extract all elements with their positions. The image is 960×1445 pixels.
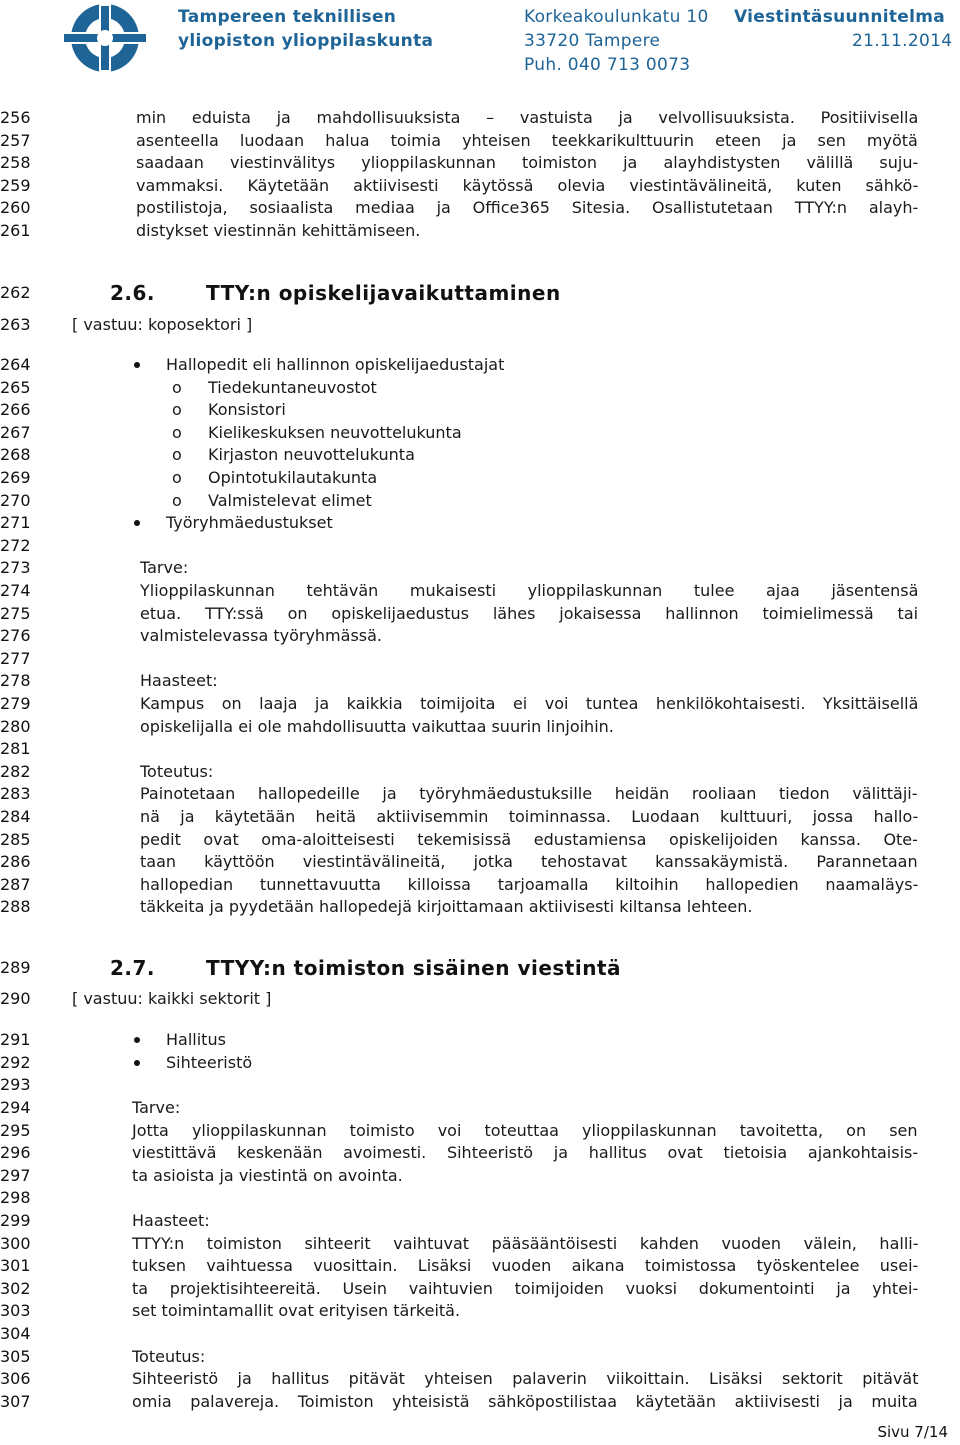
line-number: 276 (0, 626, 31, 645)
org-name-line2: yliopiston ylioppilaskunta (178, 31, 434, 51)
line-number: 275 (0, 604, 31, 623)
text-line: Opintotukilautakunta (208, 468, 378, 487)
text-line: Kielikeskuksen neuvottelukunta (208, 423, 462, 442)
line-number: 270 (0, 491, 31, 510)
sub-bullet-icon: o (172, 378, 182, 397)
line-number: 277 (0, 649, 31, 668)
line-number: 273 (0, 558, 31, 577)
bullet-icon (134, 1037, 140, 1043)
text-line: Painotetaan hallopedeille ja työryhmäedustuksille heidän rooliaan tiedon välittäji- (140, 784, 918, 803)
text-line: [ vastuu: koposektori ] (72, 315, 253, 334)
text-line: Hallitus (166, 1030, 226, 1049)
line-number: 289 (0, 958, 31, 977)
text-line: pedit ovat oma-aloitteisesti tekemisissä edustamiensa opiskelijoiden kanssa. Ote- (140, 830, 918, 849)
sub-bullet-icon: o (172, 468, 182, 487)
line-number: 281 (0, 739, 31, 758)
line-number: 286 (0, 852, 31, 871)
text-line: taan käyttöön viestintävälineitä, jotka tehostavat kanssakäymistä. Parannetaan (140, 852, 918, 871)
text-line: [ vastuu: kaikki sektorit ] (72, 989, 272, 1008)
section_2_7-title: TTYY:n toimiston sisäinen viestintä (206, 956, 622, 980)
line-number: 307 (0, 1392, 31, 1411)
line-number: 298 (0, 1188, 31, 1207)
line-number: 300 (0, 1234, 31, 1253)
sub-bullet-icon: o (172, 445, 182, 464)
line-number: 301 (0, 1256, 31, 1275)
line-number: 257 (0, 131, 31, 150)
text-line: postilistoja, sosiaalista mediaa ja Office365 Sitesia. Osallistutetaan TTYY:n alayh- (136, 198, 919, 217)
line-number: 280 (0, 717, 31, 736)
sub-bullet-icon: o (172, 400, 182, 419)
text-line: Hallopedit eli hallinnon opiskelijaedustajat (166, 355, 505, 374)
line-number: 293 (0, 1075, 31, 1094)
text-line: Tarve: (132, 1098, 181, 1117)
document-date: 21.11.2014 (852, 31, 953, 51)
text-line: Kirjaston neuvottelukunta (208, 445, 415, 464)
bullet-icon (134, 1060, 140, 1066)
text-line: saadaan viestinvälitys ylioppilaskunnan toimiston ja alayhdistysten välillä suju- (136, 153, 919, 172)
line-number: 263 (0, 315, 31, 334)
text-line: valmistelevassa työryhmässä. (140, 626, 382, 645)
line-number: 271 (0, 513, 31, 532)
line-number: 305 (0, 1347, 31, 1366)
text-line: Tarve: (140, 558, 189, 577)
text-line: TTYY:n toimiston sihteerit vaihtuvat pääsääntöisesti kahden vuoden välein, halli- (132, 1234, 919, 1253)
text-line: Sihteeristö (166, 1053, 253, 1072)
line-number: 267 (0, 423, 31, 442)
text-line: set toimintamallit ovat erityisen tärkeitä. (132, 1301, 461, 1320)
page-header (0, 0, 960, 80)
line-number: 294 (0, 1098, 31, 1117)
line-number: 288 (0, 897, 31, 916)
line-number: 291 (0, 1030, 31, 1049)
text-line: Haasteet: (132, 1211, 210, 1230)
text-line: Valmistelevat elimet (208, 491, 372, 510)
sub-bullet-icon: o (172, 491, 182, 510)
text-line: Ylioppilaskunnan tehtävän mukaisesti ylioppilaskunnan tulee ajaa jäsentensä (140, 581, 919, 600)
line-number: 283 (0, 784, 31, 803)
bullet-icon (134, 520, 140, 526)
address-line1: Korkeakoulunkatu 10 (524, 7, 709, 27)
line-number: 306 (0, 1369, 31, 1388)
university-logo-icon (50, 0, 160, 80)
text-line: tuksen vaihtuessa vuosittain. Lisäksi vuoden aikana toimistossa työskentelee usei- (132, 1256, 919, 1275)
document-title: Viestintäsuunnitelma (734, 7, 946, 27)
line-number: 266 (0, 400, 31, 419)
line-number: 265 (0, 378, 31, 397)
text-line: täkkeita ja pyydetään hallopedejä kirjoittamaan aktiivisesti kiltansa lehteen. (140, 897, 753, 916)
text-line: Konsistori (208, 400, 286, 419)
line-number: 296 (0, 1143, 31, 1162)
text-line: ta projektisihteereitä. Usein vaihtuvien toimijoiden vuoksi dokumentointi ja yhtei- (132, 1279, 919, 1298)
line-number: 260 (0, 198, 31, 217)
line-number: 274 (0, 581, 31, 600)
line-number: 304 (0, 1324, 31, 1343)
org-name-line1: Tampereen teknillisen (178, 7, 397, 27)
line-number: 272 (0, 536, 31, 555)
line-number: 297 (0, 1166, 31, 1185)
phone-line: Puh. 040 713 0073 (524, 55, 691, 75)
text-line: Työryhmäedustukset (166, 513, 333, 532)
line-number: 259 (0, 176, 31, 195)
line-number: 256 (0, 108, 31, 127)
text-line: min eduista ja mahdollisuuksista – vastuista ja velvollisuuksista. Positiivisella (136, 108, 919, 127)
text-line: distykset viestinnän kehittämiseen. (136, 221, 421, 240)
text-line: ta asioista ja viestintä on avointa. (132, 1166, 403, 1185)
bullet-icon (134, 362, 140, 368)
line-number: 279 (0, 694, 31, 713)
text-line: nä ja käytetään heitä aktiivisemmin toiminnassa. Luodaan kulttuuri, jossa hallo- (140, 807, 919, 826)
line-number: 285 (0, 830, 31, 849)
text-line: Toteutus: (132, 1347, 206, 1366)
text-line: vammaksi. Käytetään aktiivisesti käytössä olevia viestintävälineitä, kuten sähkö- (136, 176, 919, 195)
line-number: 258 (0, 153, 31, 172)
text-line: Toteutus: (140, 762, 214, 781)
text-line: Haasteet: (140, 671, 218, 690)
text-line: omia palavereja. Toimiston yhteisistä sähköpostilistaa käytetään aktiivisesti ja muita (132, 1392, 918, 1411)
text-line: Kampus on laaja ja kaikkia toimijoita ei voi tuntea henkilökohtaisesti. Yksittäisellä (140, 694, 919, 713)
line-number: 302 (0, 1279, 31, 1298)
line-number: 284 (0, 807, 31, 826)
line-number: 295 (0, 1121, 31, 1140)
line-number: 282 (0, 762, 31, 781)
address-line2: 33720 Tampere (524, 31, 661, 51)
line-number: 292 (0, 1053, 31, 1072)
line-number: 287 (0, 875, 31, 894)
text-line: Tiedekuntaneuvostot (208, 378, 377, 397)
line-number: 261 (0, 221, 31, 240)
line-number: 290 (0, 989, 31, 1008)
line-number: 269 (0, 468, 31, 487)
section_2_7-number: 2.7. (110, 956, 156, 980)
line-number: 268 (0, 445, 31, 464)
section_2_6-number: 2.6. (110, 281, 156, 305)
line-number: 262 (0, 283, 31, 302)
text-line: etua. TTY:ssä on opiskelijaedustus lähes jokaisessa hallinnon toimielimessä tai (140, 604, 919, 623)
line-number: 278 (0, 671, 31, 690)
page-number: Sivu 7/14 (877, 1423, 948, 1441)
text-line: hallopedian tunnettavuutta killoissa tarjoamalla kiltoihin hallopedien naamaläys- (140, 875, 919, 894)
line-number: 299 (0, 1211, 31, 1230)
line-number: 303 (0, 1301, 31, 1320)
text-line: asenteella luodaan halua toimia yhteisen teekkarikulttuurin eteen ja sen myötä (136, 131, 918, 150)
line-number: 264 (0, 355, 31, 374)
sub-bullet-icon: o (172, 423, 182, 442)
text-line: Jotta ylioppilaskunnan toimisto voi toteuttaa ylioppilaskunnan tavoitetta, on sen (132, 1121, 918, 1140)
text-line: viestittävä keskenään avoimesti. Sihteeristö ja hallitus ovat tietoisia ajankohtaisis- (132, 1143, 919, 1162)
text-line: opiskelijalla ei ole mahdollisuutta vaikuttaa suurin linjoihin. (140, 717, 614, 736)
text-line: Sihteeristö ja hallitus pitävät yhteisen palaverin viikoittain. Lisäksi sektorit pitävät (132, 1369, 919, 1388)
section_2_6-title: TTY:n opiskelijavaikuttaminen (206, 281, 561, 305)
